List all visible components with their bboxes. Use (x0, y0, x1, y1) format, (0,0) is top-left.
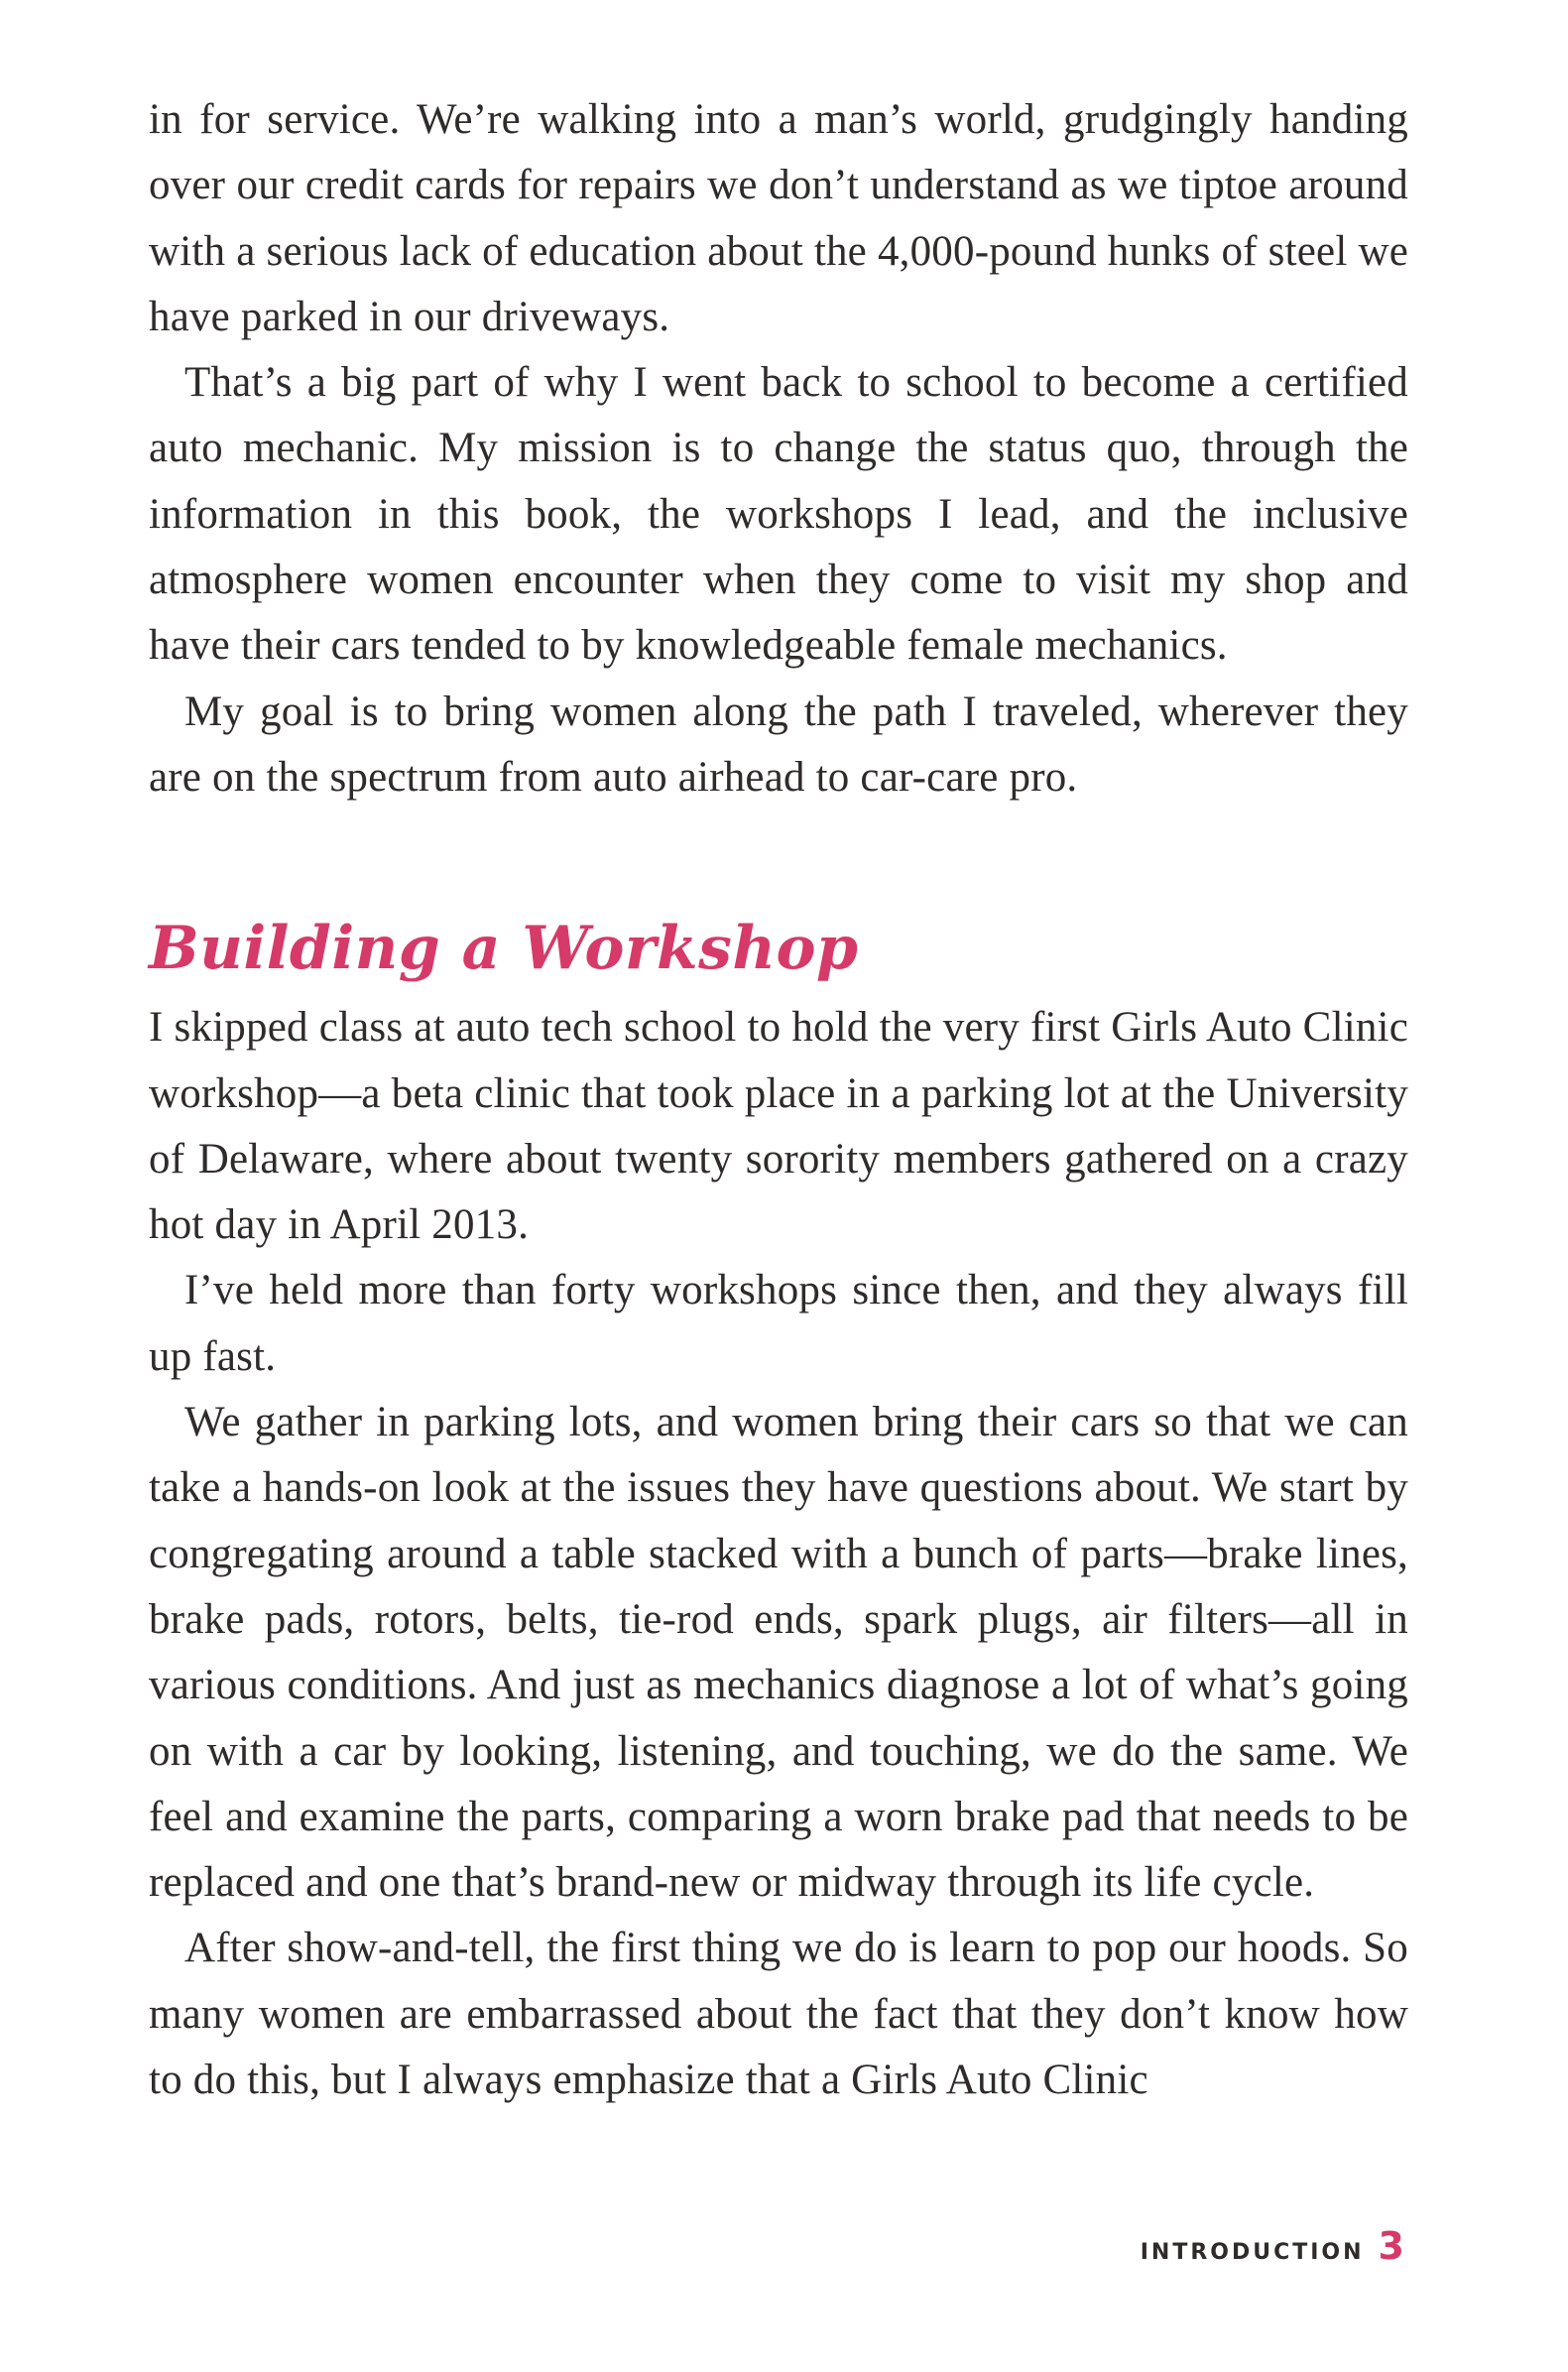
page-footer (1141, 2224, 1404, 2268)
page-body (149, 87, 1408, 2113)
section-paragraph-1: I skipped class at auto tech school to hold the very first Girls Auto Clinic workshop—a beta clinic that took place in a parking lot at the University of Delaware, where about twenty sorority members gathered on a crazy hot day in April 2013. (149, 1004, 1408, 1249)
running-footer-label: INTRODUCTION (1140, 2240, 1365, 2265)
page-number: 3 (1378, 2224, 1404, 2268)
section-heading: Building a Workshop (149, 914, 859, 984)
section-paragraph-3: We gather in parking lots, and women bring their cars so that we can take a hands-on look at the issues they have questions about. We start by congregating around a table stacked with a bunch of parts—brake lines, brake pads, rotors, belts, tie-rod ends, spark plugs, air filters—all in various conditions. And just as mechanics diagnose a lot of what’s going on with a car by looking, listening, and touching, we do the same. We feel and examine the parts, comparing a worn brake pad that needs to be replaced and one that’s brand-new or midway through its life cycle. (149, 1399, 1408, 1907)
intro-paragraph-2: That’s a big part of why I went back to school to become a certified auto mechanic. My mission is to change the status quo, through the information in this book, the workshops I lead, and the inclusive atmosphere women encounter when they come to visit my shop and have their cars tended to by knowledgeable female mechanics. (149, 359, 1408, 670)
intro-paragraph-3: My goal is to bring women along the path I traveled, wherever they are on the spectrum from auto airhead to car-care pro. (149, 687, 1408, 801)
section-paragraph-4: After show-and-tell, the first thing we do is learn to pop our hoods. So many women are embarrassed about the fact that they don’t know how to do this, but I always emphasize that a Girls Auto Clinic (149, 1925, 1408, 2104)
intro-section (149, 87, 1408, 811)
intro-paragraph-1: in for service. We’re walking into a man’s world, grudgingly handing over our credit cards for repairs we don’t understand as we tiptoe around with a serious lack of education about the 4,000-pound hunks of steel we have parked in our driveways. (149, 96, 1408, 340)
section-paragraph-2: I’ve held more than forty workshops since then, and they always fill up fast. (149, 1267, 1408, 1380)
workshop-section (149, 906, 1408, 2113)
